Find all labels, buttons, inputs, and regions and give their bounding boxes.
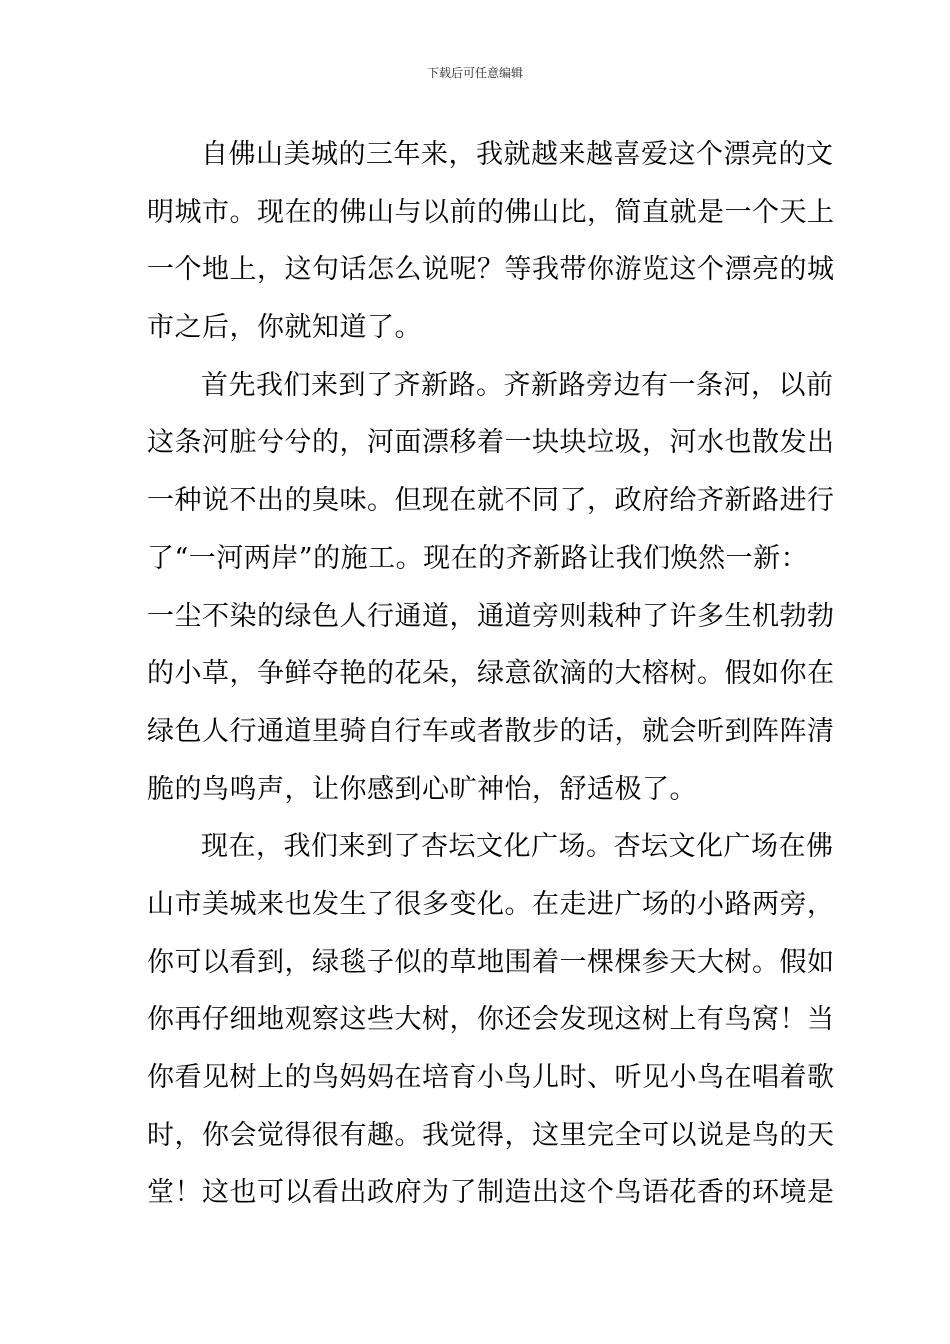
page-header: 下载后可任意编辑 <box>426 66 523 80</box>
text-line: 脆的鸟鸣声，让你感到心旷神怡，舒适极了。 <box>147 773 697 805</box>
text-line: 这条河脏兮兮的，河面漂移着一块块垃圾，河水也散发出 <box>147 427 835 459</box>
text-line: 堂！这也可以看出政府为了制造出这个鸟语花香的环境是 <box>147 1177 835 1209</box>
text-line: 的小草，争鲜夺艳的花朵，绿意欲滴的大榕树。假如你在 <box>147 658 835 690</box>
text-line: 首先我们来到了齐新路。齐新路旁边有一条河，以前 <box>201 369 834 401</box>
text-line: 一个地上，这句话怎么说呢？等我带你游览这个漂亮的城 <box>147 254 835 286</box>
text-line: 你再仔细地观察这些大树，你还会发现这树上有鸟窝！当 <box>147 1004 835 1036</box>
paragraph-3 <box>147 818 835 1222</box>
text-line: 自佛山美城的三年来，我就越来越喜爱这个漂亮的文 <box>201 139 834 170</box>
text-line: 一种说不出的臭味。但现在就不同了，政府给齐新路进行 <box>147 485 835 517</box>
text-line: 你看见树上的鸟妈妈在培育小鸟儿时、听见小鸟在唱着歌 <box>147 1062 835 1093</box>
text-line: 明城市。现在的佛山与以前的佛山比，简直就是一个天上 <box>147 196 835 228</box>
text-line: 了“一河两岸”的施工。现在的齐新路让我们焕然一新： <box>147 542 809 574</box>
paragraph-1 <box>147 126 835 357</box>
text-line: 山市美城来也发生了很多变化。在走进广场的小路两旁， <box>147 888 835 920</box>
paragraph-2 <box>147 357 835 819</box>
body-text <box>147 126 835 1222</box>
text-line: 时，你会觉得很有趣。我觉得，这里完全可以说是鸟的天 <box>147 1119 835 1151</box>
text-line: 市之后，你就知道了。 <box>147 312 422 344</box>
text-line: 绿色人行通道里骑自行车或者散步的话，就会听到阵阵清 <box>147 715 835 747</box>
text-line: 你可以看到，绿毯子似的草地围着一棵棵参天大树。假如 <box>147 946 835 978</box>
text-line: 现在，我们来到了杏坛文化广场。杏坛文化广场在佛 <box>201 831 834 863</box>
text-line: 一尘不染的绿色人行通道，通道旁则栽种了许多生机勃勃 <box>147 600 835 632</box>
